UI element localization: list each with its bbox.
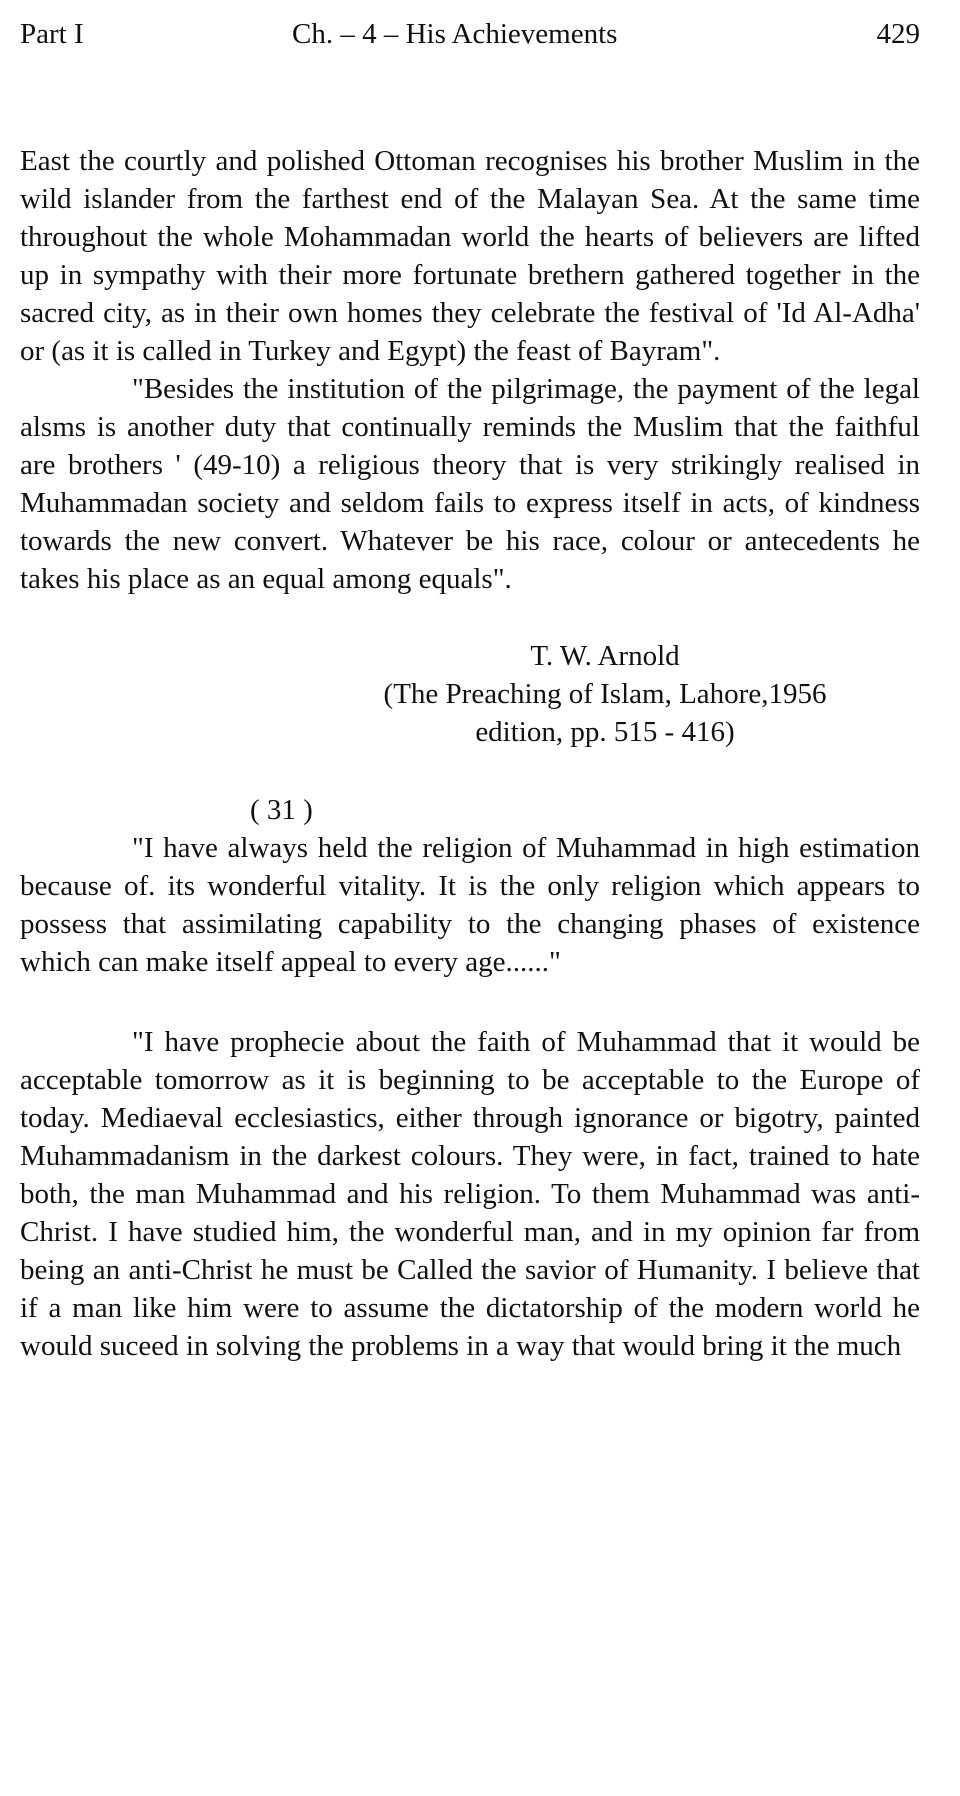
citation-block [20, 637, 920, 751]
section-number: ( 31 ) [250, 794, 313, 826]
paragraph-prophecy: "I have prophecie about the faith of Muhammad that it would be acceptable tomorrow as it is beginning to be acceptable to the Europe of today. Mediaeval ecclesiastics, either through ignorance or bigotry, painted Muhammadanism in the darkest colours. They were, in fact, trained to hate both, the man Muhammad and his religion. To them Muhammad was anti-Christ. I have studied him, the wonderful man, and in my opinion far from being an anti-Christ he must be Called the savior of Humanity. I believe that if a man like him were to assume the dictatorship of the modern world he would suceed in solving the problems in a way that would bring it the much [20, 1026, 920, 1362]
page-body [20, 142, 920, 1365]
chapter-title: Ch. – 4 – His Achievements [292, 18, 618, 50]
paragraph-spacer [20, 981, 920, 1023]
citation-source: (The Preaching of Islam, Lahore,1956 [383, 678, 827, 710]
citation-author: T. W. Arnold [530, 640, 680, 672]
citation-edition: edition, pp. 515 - 416) [475, 716, 735, 748]
paragraph-continued: East the courtly and polished Ottoman recognises his brother Muslim in the wild islander from the farthest end of the Malayan Sea. At the same time throughout the whole Mohammadan world the hearts of believers are lifted up in sympathy with their more fortunate brethern gathered together in the sacred city, as in their own homes they celebrate the festival of 'Id Al-Adha' or (as it is called in Turkey and Egypt) the feast of Bayram". [20, 145, 920, 367]
part-label: Part I [20, 18, 84, 50]
paragraph-vitality: "I have always held the religion of Muhammad in high estimation because of. its wonderful vitality. It is the only religion which appears to possess that assimilating capability to the changing phases of existence which can make itself appeal to every age......" [20, 832, 920, 978]
paragraph-alms: "Besides the institution of the pilgrimage, the payment of the legal alsms is another duty that continually reminds the Muslim that the faithful are brothers ' (49-10) a religious theory that is very strikingly realised in Muhammadan society and seldom fails to express itself in acts, of kindness towards the new convert. Whatever be his race, colour or antecedents he takes his place as an equal among equals". [20, 373, 920, 595]
page-number: 429 [876, 18, 920, 50]
running-header [20, 18, 920, 58]
